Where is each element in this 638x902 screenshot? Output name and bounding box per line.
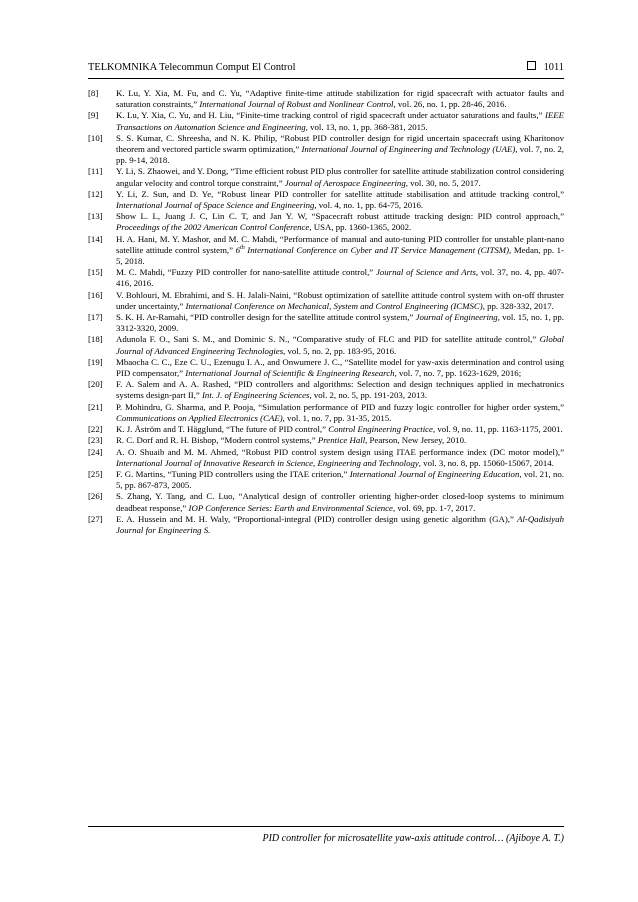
reference-number: [27]	[88, 513, 103, 524]
header-rule	[88, 78, 564, 79]
reference-venue: International Journal of Innovative Research in Science, Engineering and Technology	[116, 457, 419, 468]
reference-details: vol. 2, no. 5, pp. 191-203, 2013.	[311, 390, 428, 401]
reference-authors-title: S. S. Kumar, C. Shreesha, and N. K. Philip, “Robust PID controller design for rigid uncertain spacecraft using Kharitonov theorem and vectored particle swarm optimization,”	[116, 132, 564, 155]
reference-venue: International Conference on Cyber and IT Service Management (CITSM)	[244, 244, 510, 255]
reference-item	[88, 211, 564, 233]
reference-item	[88, 88, 564, 110]
reference-item	[88, 312, 564, 334]
reference-number: [11]	[88, 166, 103, 177]
reference-details: , vol. 3, no. 8, pp. 15060-15067, 2014.	[418, 457, 554, 468]
reference-details: , vol. 37, no. 4, pp. 407-416, 2016.	[116, 267, 564, 289]
page-number: 1011	[543, 62, 564, 73]
running-footer: PID controller for microsatellite yaw-axis attitude control… (Ajiboye A. T.)	[262, 833, 564, 844]
page-number-group	[527, 60, 564, 76]
reference-authors-title: F. A. Salem and A. A. Rashed, “PID controllers and algorithms: Selection and design techniques applied in mechatronics systems design-part II,”	[116, 379, 564, 401]
reference-venue: International Journal of Robust and Nonlinear Control	[199, 99, 394, 110]
reference-item	[88, 234, 564, 268]
reference-venue: Journal of Engineering,	[415, 312, 500, 323]
reference-venue: Global Journal of Advanced Engineering Technologies	[116, 334, 564, 356]
reference-authors-title: Y. Li, S. Zhaowei, and Y. Dong, “Time efficient robust PID plus controller for satellite attitude stabilization control considering angular velocity and control torque constraint,”	[116, 166, 564, 188]
reference-authors-title: K. J. Åström and T. Hägglund, “The future of PID control,”	[116, 424, 329, 435]
reference-details: vol. 1, no. 7, pp. 31-35, 2015.	[284, 412, 392, 423]
reference-details: , vol. 69, pp. 1-7, 2017.	[392, 502, 476, 513]
reference-item	[88, 290, 564, 312]
reference-venue: Control Engineering Practice	[328, 424, 433, 435]
reference-ordinal: 6th	[235, 244, 245, 255]
reference-venue: Prentice Hall	[317, 435, 366, 446]
reference-authors-title: H. A. Hani, M. Y. Mashor, and M. C. Mahdi, “Performance of manual and auto-tuning PID controller for unstable plant-nano satellite attitude control system,”	[116, 233, 564, 255]
reference-venue: IEEE Transactions on Automation Science and Engineering,	[116, 110, 564, 132]
reference-number: [12]	[88, 188, 103, 199]
reference-details: , pp. 328-332, 2017.	[482, 300, 554, 311]
reference-details: , vol. 7, no. 2, pp. 9-14, 2018.	[116, 144, 564, 166]
reference-authors-title: M. C. Mahdi, “Fuzzy PID controller for nano-satellite attitude control,”	[116, 267, 376, 278]
reference-details: , USA, pp. 1360-1365, 2002.	[309, 222, 412, 233]
reference-item	[88, 379, 564, 401]
checkbox-square-icon	[527, 61, 536, 70]
reference-number: [13]	[88, 211, 103, 222]
reference-authors-title: A. O. Shuaib and M. M. Ahmed, “Robust PID control system design using ITAE performance index (DC motor model),”	[116, 446, 564, 457]
reference-number: [9]	[88, 110, 99, 121]
reference-venue: International Journal of Engineering and Technology (UAE)	[301, 144, 516, 155]
reference-item	[88, 514, 564, 536]
reference-details: , vol. 9, no. 11, pp. 1163-1175, 2001.	[432, 424, 563, 435]
reference-venue: Journal of Aerospace Engineering	[284, 177, 406, 188]
reference-item	[88, 469, 564, 491]
reference-venue: International Journal of Scientific & Engineering Research	[185, 368, 395, 379]
reference-details: vol. 15, no. 1, pp. 3312-3320, 2009.	[116, 312, 564, 334]
reference-details: , vol. 5, no. 2, pp. 183-95, 2016.	[283, 345, 397, 356]
reference-number: [10]	[88, 132, 103, 143]
journal-title: TELKOMNIKA Telecommun Comput El Control	[88, 62, 296, 73]
reference-number: [22]	[88, 424, 103, 435]
reference-item	[88, 491, 564, 513]
reference-authors-title: R. C. Dorf and R. H. Bishop, “Modern control systems,”	[116, 435, 318, 446]
reference-item	[88, 133, 564, 167]
reference-details: , Medan, pp. 1-5, 2018.	[116, 244, 564, 267]
reference-venue: International Journal of Space Science and Engineering,	[116, 200, 317, 211]
reference-authors-title: Adunola F. O., Sani S. M., and Dominic S. N., “Comparative study of FLC and PID for satellite attitude control,”	[116, 334, 540, 345]
reference-authors-title: F. G. Martins, “Tuning PID controllers using the ITAE criterion,”	[116, 468, 350, 479]
reference-item	[88, 267, 564, 289]
reference-number: [8]	[88, 88, 99, 98]
reference-authors-title: E. A. Hussein and M. H. Waly, “Proportional-integral (PID) controller design using genetic algorithm (GA),”	[116, 513, 518, 524]
reference-details: , vol. 26, no. 1, pp. 28-46, 2016.	[393, 99, 507, 110]
reference-details: , vol. 7, no. 7, pp. 1623-1629, 2016;	[394, 368, 522, 379]
reference-venue: Proceedings of the 2002 American Control Conference	[116, 222, 310, 233]
reference-details: , vol. 30, no. 5, 2017.	[405, 177, 481, 188]
reference-authors-title: K. Lu, Y. Xia, M. Fu, and C. Yu, “Adaptive finite-time attitude stabilization for rigid spacecraft with actuator faults and saturation constraints,”	[116, 88, 564, 110]
page-header	[88, 60, 564, 76]
reference-venue: IOP Conference Series: Earth and Environmental Science	[188, 502, 393, 513]
reference-item	[88, 357, 564, 379]
reference-number: [19]	[88, 356, 103, 367]
reference-details: , vol. 21, no. 5, pp. 867-873, 2005.	[116, 468, 565, 491]
reference-number: [24]	[88, 446, 103, 457]
reference-item	[88, 334, 564, 356]
reference-item	[88, 166, 564, 188]
reference-item	[88, 189, 564, 211]
reference-details: vol. 4, no. 1, pp. 64-75, 2016.	[316, 200, 424, 211]
reference-number: [18]	[88, 334, 103, 345]
reference-venue: Int. J. of Engineering Sciences,	[202, 390, 312, 401]
reference-authors-title: P. Mohindru, G. Sharma, and P. Pooja, “Simulation performance of PID and fuzzy logic controller for higher order system,”	[116, 401, 564, 412]
reference-number: [20]	[88, 379, 103, 390]
reference-venue: Communications on Applied Electronics (CAE),	[116, 412, 285, 423]
reference-venue: International Journal of Engineering Education	[349, 468, 520, 479]
reference-number: [16]	[88, 289, 103, 300]
reference-number: [25]	[88, 468, 103, 479]
reference-item	[88, 424, 564, 435]
reference-venue: Journal of Science and Arts	[375, 267, 476, 278]
reference-number: [21]	[88, 401, 103, 412]
reference-number: [17]	[88, 312, 103, 323]
footer-rule	[88, 826, 564, 827]
reference-authors-title: K. Lu, Y. Xia, C. Yu, and H. Liu, “Finite-time tracking control of rigid spacecraft under actuator saturations and faults,”	[116, 110, 545, 121]
reference-number: [23]	[88, 435, 103, 446]
reference-number: [14]	[88, 233, 103, 244]
reference-number: [26]	[88, 491, 103, 502]
reference-authors-title: Y. Li, Z. Sun, and D. Ye, “Robust linear PID controller for satellite attitude stabilisation and attitude tracking control,”	[116, 188, 564, 199]
reference-authors-title: V. Bohlouri, M. Ebrahimi, and S. H. Jalali-Naini, “Robust optimization of satellite attitude control system with on-off thruster under uncertainty,”	[116, 289, 564, 311]
reference-item	[88, 435, 564, 446]
reference-item	[88, 110, 564, 132]
reference-venue: Al-Qadisiyah Journal for Engineering S.	[116, 513, 564, 535]
reference-number: [15]	[88, 267, 103, 278]
reference-list	[88, 88, 564, 536]
reference-venue: International Conference on Mechanical, System and Control Engineering (ICMSC)	[185, 300, 483, 311]
reference-authors-title: S. Zhang, Y. Tang, and C. Luo, “Analytical design of controller orienting higher-order closed-loop systems to minimum deadbeat response,”	[116, 491, 564, 513]
reference-item	[88, 447, 564, 469]
reference-authors-title: S. K. H. Ar-Ramahi, “PID controller design for the satellite attitude control system,”	[116, 312, 416, 323]
reference-details: , Pearson, New Jersey, 2010.	[365, 435, 467, 446]
reference-item	[88, 402, 564, 424]
reference-authors-title: Mbaocha C. C., Eze C. U., Ezenugu I. A., and Onwumere J. C., “Satellite model for yaw-axis determination and control using PID compensator,”	[116, 356, 564, 379]
reference-details: vol. 13, no. 1, pp. 368-381, 2015.	[307, 121, 428, 132]
reference-authors-title: Show L. L, Juang J. C, Lin C. T, and Jan Y. W, “Spacecraft robust attitude tracking design: PID control approach,”	[116, 211, 564, 222]
